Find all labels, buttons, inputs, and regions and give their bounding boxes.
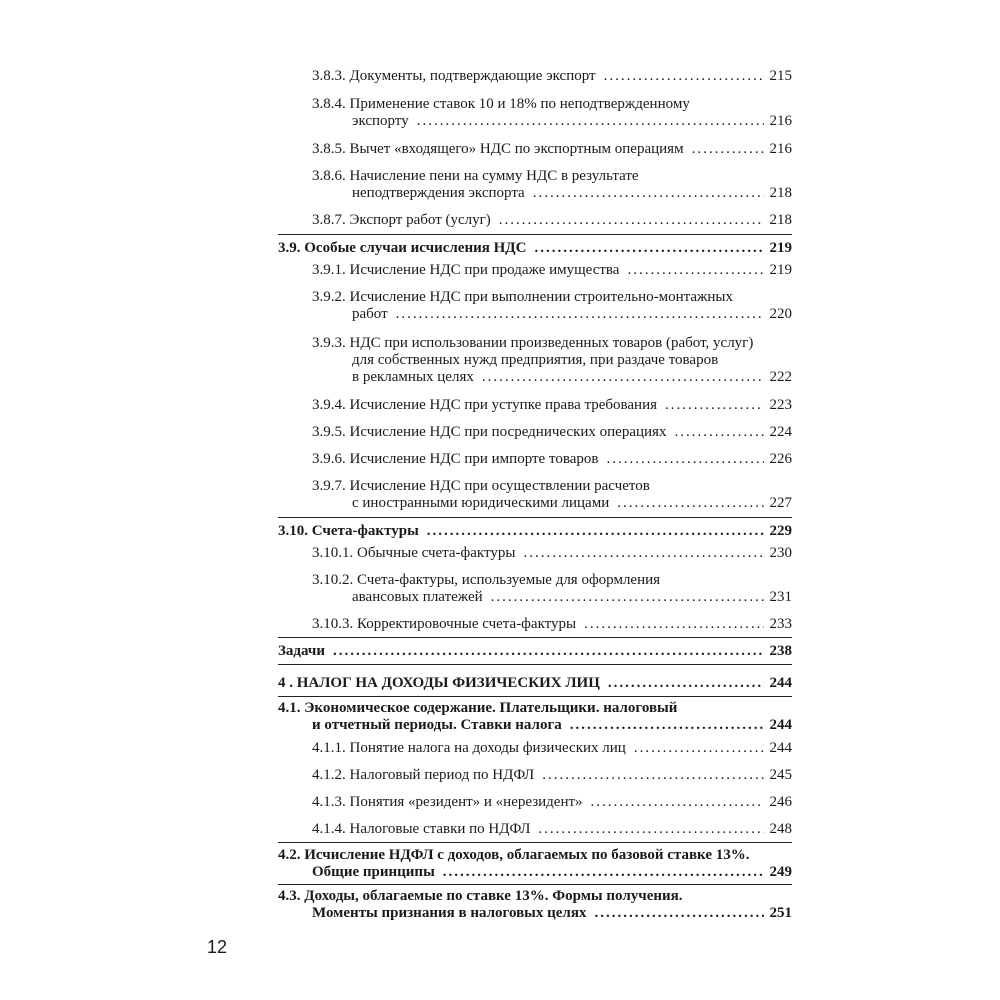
toc-line (278, 643, 792, 660)
toc-entry-title: 3.9.4. Исчисление НДС при уступке права требования (312, 397, 658, 413)
toc-line (312, 289, 792, 306)
toc-entry-title-cont: для собственных нужд предприятия, при раздаче товаров (352, 352, 719, 368)
toc-line (312, 905, 792, 922)
dot-leader (396, 306, 764, 323)
toc-entry-title-cont: с иностранными юридическими лицами (352, 495, 610, 511)
toc-page-number: 216 (769, 113, 792, 129)
toc-entry-3-9-7 (312, 478, 792, 512)
toc-entry-4-1-2 (312, 767, 792, 784)
toc-entry-title: 3.10.2. Счета-фактуры, используемые для оформления (312, 572, 661, 588)
toc-line (312, 767, 792, 784)
toc-line (352, 352, 792, 369)
dot-leader (482, 369, 764, 386)
dot-leader (606, 451, 763, 468)
section-divider (278, 637, 792, 638)
toc-page-number: 244 (769, 717, 792, 733)
toc-line (352, 369, 792, 386)
toc-entry-title: 3.9.3. НДС при использовании произведенных товаров (работ, услуг) (312, 335, 754, 351)
toc-entry-title: 3.10.1. Обычные счета-фактуры (312, 545, 516, 561)
toc-entry-title: Задачи (278, 643, 326, 659)
dot-leader (617, 495, 763, 512)
toc-line (312, 96, 792, 113)
toc-page-number: 216 (769, 141, 792, 157)
toc-entry-3-10-2 (312, 572, 792, 606)
toc-line (312, 864, 792, 881)
toc-page-number: 230 (769, 545, 792, 561)
toc-entry-title-cont: авансовых платежей (352, 589, 483, 605)
toc-page-number: 249 (769, 864, 792, 880)
toc-entry-3-9-3 (312, 335, 792, 386)
dot-leader (674, 424, 763, 441)
toc-entry-title: 3.10. Счета-фактуры (278, 523, 419, 539)
toc-line (312, 262, 792, 279)
dot-leader (417, 113, 764, 130)
toc-entry-4-1-1 (312, 740, 792, 757)
toc-section-3-10 (278, 523, 792, 540)
toc-page-number: 219 (769, 262, 792, 278)
dot-leader (491, 589, 764, 606)
toc-entry-title: 3.9.2. Исчисление НДС при выполнении строительно-монтажных (312, 289, 734, 305)
toc-line (312, 572, 792, 589)
toc-page-number: 222 (769, 369, 792, 385)
toc-line (312, 821, 792, 838)
toc-line (312, 397, 792, 414)
section-divider (278, 664, 792, 665)
toc-page-number: 220 (769, 306, 792, 322)
toc-line (278, 523, 792, 540)
toc-entry-title: 4.2. Исчисление НДФЛ с доходов, облагаемых по базовой ставке 13%. (278, 847, 750, 863)
toc-entry-3-10-1 (312, 545, 792, 562)
dot-leader (333, 643, 763, 660)
toc-line (312, 451, 792, 468)
section-divider (278, 696, 792, 697)
toc-entry-title: 3.8.6. Начисление пени на сумму НДС в результате (312, 168, 639, 184)
toc-line (352, 495, 792, 512)
toc-line (312, 168, 792, 185)
toc-section-3-9 (278, 240, 792, 257)
toc-line (278, 675, 792, 692)
dot-leader (538, 821, 763, 838)
toc-entry-title: 4.1. Экономическое содержание. Плательщики. налоговый (278, 700, 678, 716)
page-number: 12 (207, 937, 228, 957)
toc-entry-title: 3.8.3. Документы, подтверждающие экспорт (312, 68, 596, 84)
toc-entry-3-9-2 (312, 289, 792, 323)
toc-entry-title: 4.1.4. Налоговые ставки по НДФЛ (312, 821, 531, 837)
toc-line (312, 478, 792, 495)
toc-entry-title-cont: неподтверждения экспорта (352, 185, 525, 201)
dot-leader (634, 740, 764, 757)
toc-entry-title: 3.8.5. Вычет «входящего» НДС по экспортным операциям (312, 141, 684, 157)
toc-entry-title-cont: Общие принципы (312, 864, 435, 880)
toc-entry-title: 4.1.3. Понятия «резидент» и «нерезидент» (312, 794, 583, 810)
dot-leader (499, 212, 764, 229)
toc-entry-title: 3.9. Особые случаи исчисления НДС (278, 240, 527, 256)
dot-leader (523, 545, 763, 562)
toc-page-number: 227 (769, 495, 792, 511)
toc-page-number: 229 (769, 523, 792, 539)
toc-section-4-1 (278, 700, 792, 734)
toc-page-number: 245 (769, 767, 792, 783)
toc-line (312, 335, 792, 352)
section-divider (278, 842, 792, 843)
toc-line (352, 185, 792, 202)
toc-section-tasks (278, 643, 792, 660)
dot-leader (533, 185, 764, 202)
toc-page-number: 218 (769, 212, 792, 228)
toc-entry-3-8-3 (312, 68, 792, 85)
toc-page-number: 224 (769, 424, 792, 440)
toc-entry-title: 3.8.7. Экспорт работ (услуг) (312, 212, 491, 228)
toc-page-number: 219 (769, 240, 792, 256)
toc-line (352, 306, 792, 323)
toc-entry-3-9-5 (312, 424, 792, 441)
toc-entry-title: 3.10.3. Корректировочные счета-фактуры (312, 616, 577, 632)
toc-page-number: 223 (769, 397, 792, 413)
section-divider (278, 517, 792, 518)
toc-line (352, 113, 792, 130)
toc-line (312, 717, 792, 734)
toc-page-number: 244 (769, 675, 792, 691)
toc-line (312, 212, 792, 229)
toc-entry-title: 3.9.5. Исчисление НДС при посреднических операциях (312, 424, 667, 440)
toc-line (312, 424, 792, 441)
toc-entry-3-9-4 (312, 397, 792, 414)
toc-entry-title: 3.9.1. Исчисление НДС при продаже имущества (312, 262, 620, 278)
dot-leader (584, 616, 763, 633)
toc-line (312, 616, 792, 633)
dot-leader (608, 675, 764, 692)
toc-entry-4-1-3 (312, 794, 792, 811)
toc-line (278, 700, 792, 717)
toc-entry-title: 4.3. Доходы, облагаемые по ставке 13%. Формы получения. (278, 888, 683, 904)
toc-page-number: 251 (769, 905, 792, 921)
toc-entry-title-cont: экспорту (352, 113, 409, 129)
toc-entry-title: 3.9.7. Исчисление НДС при осуществлении расчетов (312, 478, 650, 494)
dot-leader (570, 717, 764, 734)
dot-leader (604, 68, 764, 85)
toc-section-4-3 (278, 888, 792, 922)
toc-line (312, 740, 792, 757)
dot-leader (534, 240, 763, 257)
dot-leader (427, 523, 764, 540)
toc-page-number: 244 (769, 740, 792, 756)
toc-chapter-title: 4 . НАЛОГ НА ДОХОДЫ ФИЗИЧЕСКИХ ЛИЦ (278, 675, 600, 691)
dot-leader (665, 397, 763, 414)
toc-entry-3-8-6 (312, 168, 792, 202)
dot-leader (692, 141, 764, 158)
toc-entry-title: 3.9.6. Исчисление НДС при импорте товаров (312, 451, 599, 467)
toc-page-number: 248 (769, 821, 792, 837)
section-divider (278, 884, 792, 885)
toc-entry-4-1-4 (312, 821, 792, 838)
dot-leader (443, 864, 764, 881)
toc-line (312, 141, 792, 158)
toc-entry-3-8-5 (312, 141, 792, 158)
toc-line (278, 240, 792, 257)
toc-page-number: 238 (769, 643, 792, 659)
toc-page-number: 233 (769, 616, 792, 632)
toc-line (312, 68, 792, 85)
toc-page-number: 246 (769, 794, 792, 810)
toc-page-number: 231 (769, 589, 792, 605)
toc-page-number: 226 (769, 451, 792, 467)
dot-leader (594, 905, 763, 922)
toc-entry-3-10-3 (312, 616, 792, 633)
toc-line (312, 794, 792, 811)
toc-entry-title-cont: Моменты признания в налоговых целях (312, 905, 587, 921)
toc-entry-3-8-7 (312, 212, 792, 229)
toc-line (352, 589, 792, 606)
toc-entry-title-cont: работ (352, 306, 388, 322)
toc-entry-title-cont: и отчетный периоды. Ставки налога (312, 717, 562, 733)
toc-entry-title-cont: в рекламных целях (352, 369, 474, 385)
section-divider (278, 234, 792, 235)
toc-chapter-4 (278, 675, 792, 692)
dot-leader (591, 794, 764, 811)
toc-section-4-2 (278, 847, 792, 881)
dot-leader (542, 767, 763, 784)
toc-entry-3-9-6 (312, 451, 792, 468)
toc-entry-title: 4.1.1. Понятие налога на доходы физических лиц (312, 740, 626, 756)
toc-entry-title: 3.8.4. Применение ставок 10 и 18% по неподтвержденному (312, 96, 690, 112)
toc-page-number: 218 (769, 185, 792, 201)
toc-entry-title: 4.1.2. Налоговый период по НДФЛ (312, 767, 535, 783)
toc-page-number: 215 (769, 68, 792, 84)
toc-line (278, 847, 792, 864)
toc-entry-3-9-1 (312, 262, 792, 279)
toc-line (312, 545, 792, 562)
dot-leader (627, 262, 763, 279)
toc-line (278, 888, 792, 905)
toc-entry-3-8-4 (312, 96, 792, 130)
